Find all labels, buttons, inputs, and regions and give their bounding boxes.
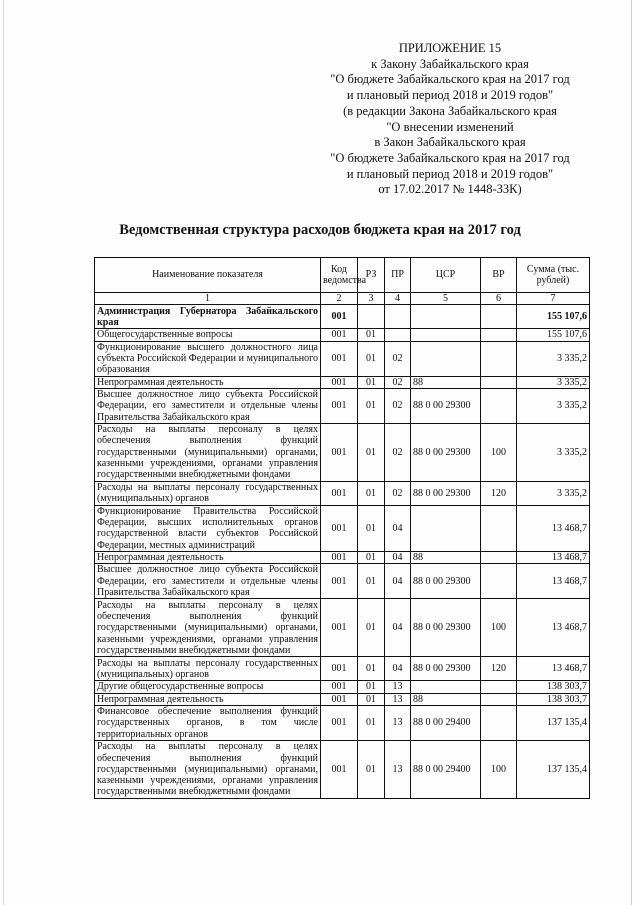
row-sum: 138 303,7: [517, 693, 590, 705]
row-name: Непрограммная деятельность: [95, 693, 321, 705]
row-department-code: 001: [321, 423, 358, 481]
row-name: Расходы на выплаты персоналу в целях обеспечения выполнения функций государственными (муниципальными) органами, казенными учреждениями, органами управления государственными внебюджетными фондами: [95, 423, 321, 481]
table-header-row: [95, 258, 590, 293]
table-body: [95, 305, 590, 799]
table-row: [95, 481, 590, 505]
row-sum: 137 135,4: [517, 705, 590, 740]
header-line: ПРИЛОЖЕНИЕ 15: [398, 41, 502, 55]
row-pr: 13: [385, 681, 411, 693]
row-csr: 88 0 00 29300: [411, 657, 481, 681]
row-department-code: 001: [321, 505, 358, 551]
row-vr: 100: [481, 599, 517, 657]
row-name: Расходы на выплаты персоналу государственных (муниципальных) органов: [95, 481, 321, 505]
row-vr: [481, 305, 517, 329]
row-name: Расходы на выплаты персоналу в целях обеспечения выполнения функций государственными (муниципальными) органами, казенными учреждениями, органами управления государственными внебюджетными фондами: [95, 599, 321, 657]
header-line: к Закону Забайкальского края: [371, 56, 529, 71]
row-pr: 02: [385, 341, 411, 376]
row-sum: 137 135,4: [517, 740, 590, 798]
table-row: [95, 329, 590, 341]
row-pr: 04: [385, 564, 411, 599]
row-sum: 13 468,7: [517, 564, 590, 599]
scan-edge-right: [631, 0, 632, 905]
row-csr: [411, 681, 481, 693]
table-row: [95, 341, 590, 376]
scan-edge-left: [3, 0, 4, 905]
row-pr: 13: [385, 705, 411, 740]
header-csr: ЦСР: [411, 258, 481, 293]
header-line: и плановый период 2018 и 2019 годов": [346, 88, 554, 103]
row-sum: 13 468,7: [517, 599, 590, 657]
row-vr: [481, 705, 517, 740]
row-sum: 3 335,2: [517, 376, 590, 388]
row-vr: 120: [481, 657, 517, 681]
table-row: [95, 505, 590, 551]
header-line: и плановый период 2018 и 2019 годов": [346, 166, 554, 181]
row-pr: 04: [385, 599, 411, 657]
row-name: Администрация Губернатора Забайкальского края: [95, 305, 321, 329]
row-rz: 01: [358, 552, 385, 564]
row-csr: 88: [411, 552, 481, 564]
header-line: "О бюджете Забайкальского края на 2017 год: [330, 150, 570, 165]
row-pr: 04: [385, 657, 411, 681]
row-vr: [481, 681, 517, 693]
row-sum: 138 303,7: [517, 681, 590, 693]
table-row: [95, 657, 590, 681]
row-name: Функционирование Правительства Российской Федерации, высших исполнительных органов государственной власти субъектов Российской Федерации, местных администраций: [95, 505, 321, 551]
row-name: Непрограммная деятельность: [95, 376, 321, 388]
table-row: [95, 681, 590, 693]
row-name: Высшее должностное лицо субъекта Российской Федерации, его заместители и отдельные члены Правительства Забайкальского края: [95, 564, 321, 599]
row-vr: [481, 552, 517, 564]
row-department-code: 001: [321, 693, 358, 705]
row-rz: [358, 305, 385, 329]
row-name: Расходы на выплаты персоналу в целях обеспечения выполнения функций государственными (муниципальными) органами, казенными учреждениями, органами управления государственными внебюджетными фондами: [95, 740, 321, 798]
column-number: 3: [358, 293, 385, 305]
column-number: 4: [385, 293, 411, 305]
row-csr: [411, 329, 481, 341]
document-title: Ведомственная структура расходов бюджета края на 2017 год: [119, 222, 521, 238]
row-vr: [481, 564, 517, 599]
row-sum: 13 468,7: [517, 552, 590, 564]
row-csr: 88: [411, 693, 481, 705]
row-sum: 3 335,2: [517, 341, 590, 376]
row-rz: 01: [358, 329, 385, 341]
row-name: Непрограммная деятельность: [95, 552, 321, 564]
header-vr: ВР: [481, 258, 517, 293]
row-name: Функционирование высшего должностного лица субъекта Российской Федерации и муниципального образования: [95, 341, 321, 376]
row-name: Финансовое обеспечение выполнения функций государственных органов, в том числе территориальных органов: [95, 705, 321, 740]
row-vr: 100: [481, 423, 517, 481]
row-department-code: 001: [321, 740, 358, 798]
row-department-code: 001: [321, 305, 358, 329]
row-department-code: 001: [321, 376, 358, 388]
row-vr: [481, 376, 517, 388]
column-number: 5: [411, 293, 481, 305]
row-csr: 88 0 00 29400: [411, 740, 481, 798]
row-rz: 01: [358, 705, 385, 740]
row-department-code: 001: [321, 564, 358, 599]
table-row: [95, 693, 590, 705]
row-rz: 01: [358, 423, 385, 481]
table-row: [95, 388, 590, 423]
row-sum: 3 335,2: [517, 388, 590, 423]
row-department-code: 001: [321, 341, 358, 376]
row-rz: 01: [358, 341, 385, 376]
row-pr: [385, 305, 411, 329]
row-vr: [481, 505, 517, 551]
row-rz: 01: [358, 388, 385, 423]
row-csr: [411, 341, 481, 376]
table-row: [95, 423, 590, 481]
row-name: Другие общегосударственные вопросы: [95, 681, 321, 693]
row-department-code: 001: [321, 552, 358, 564]
row-vr: [481, 329, 517, 341]
row-department-code: 001: [321, 329, 358, 341]
row-pr: 02: [385, 423, 411, 481]
row-vr: [481, 388, 517, 423]
table-row: [95, 564, 590, 599]
row-rz: 01: [358, 693, 385, 705]
row-name: Высшее должностное лицо субъекта Российской Федерации, его заместители и отдельные члены Правительства Забайкальского края: [95, 388, 321, 423]
row-name: Общегосударственные вопросы: [95, 329, 321, 341]
expenditure-table: [94, 257, 590, 799]
row-department-code: 001: [321, 657, 358, 681]
row-csr: [411, 305, 481, 329]
header-line: "О бюджете Забайкальского края на 2017 год: [330, 72, 570, 87]
header-pr: ПР: [385, 258, 411, 293]
row-department-code: 001: [321, 705, 358, 740]
row-sum: 3 335,2: [517, 481, 590, 505]
row-pr: [385, 329, 411, 341]
row-rz: 01: [358, 681, 385, 693]
row-sum: 13 468,7: [517, 505, 590, 551]
row-vr: 100: [481, 740, 517, 798]
row-csr: 88 0 00 29400: [411, 705, 481, 740]
row-department-code: 001: [321, 388, 358, 423]
row-pr: 13: [385, 693, 411, 705]
row-department-code: 001: [321, 681, 358, 693]
row-rz: 01: [358, 657, 385, 681]
row-rz: 01: [358, 376, 385, 388]
header-rz: РЗ: [358, 258, 385, 293]
row-csr: 88 0 00 29300: [411, 481, 481, 505]
row-department-code: 001: [321, 599, 358, 657]
column-number: 6: [481, 293, 517, 305]
row-department-code: 001: [321, 481, 358, 505]
row-rz: 01: [358, 740, 385, 798]
header-sum: Сумма (тыс. рублей): [517, 258, 590, 293]
row-csr: 88 0 00 29300: [411, 564, 481, 599]
column-number: 1: [95, 293, 321, 305]
row-csr: [411, 505, 481, 551]
row-pr: 02: [385, 481, 411, 505]
table-row: [95, 740, 590, 798]
header-code: Код ведомства: [321, 258, 358, 293]
column-number: 2: [321, 293, 358, 305]
row-rz: 01: [358, 481, 385, 505]
header-name: Наименование показателя: [95, 258, 321, 293]
row-csr: 88 0 00 29300: [411, 599, 481, 657]
row-rz: 01: [358, 505, 385, 551]
row-pr: 13: [385, 740, 411, 798]
row-pr: 04: [385, 505, 411, 551]
column-number: 7: [517, 293, 590, 305]
row-pr: 02: [385, 376, 411, 388]
row-pr: 02: [385, 388, 411, 423]
row-sum: 13 468,7: [517, 657, 590, 681]
appendix-header: [300, 41, 600, 198]
table-row: [95, 705, 590, 740]
table-row: [95, 552, 590, 564]
row-csr: 88: [411, 376, 481, 388]
table-row: [95, 376, 590, 388]
header-line: в Закон Забайкальского края: [374, 135, 526, 150]
header-line: "О внесении изменений: [386, 119, 514, 134]
row-pr: 04: [385, 552, 411, 564]
row-vr: [481, 693, 517, 705]
row-rz: 01: [358, 564, 385, 599]
row-vr: [481, 341, 517, 376]
row-sum: 155 107,6: [517, 329, 590, 341]
row-sum: 155 107,6: [517, 305, 590, 329]
row-sum: 3 335,2: [517, 423, 590, 481]
row-vr: 120: [481, 481, 517, 505]
header-line: (в редакции Закона Забайкальского края: [343, 103, 557, 118]
row-rz: 01: [358, 599, 385, 657]
row-name: Расходы на выплаты персоналу государственных (муниципальных) органов: [95, 657, 321, 681]
row-csr: 88 0 00 29300: [411, 423, 481, 481]
table-row: [95, 305, 590, 329]
table-column-numbers-row: [95, 293, 590, 305]
row-csr: 88 0 00 29300: [411, 388, 481, 423]
header-line: от 17.02.2017 № 1448-ЗЗК): [378, 182, 522, 197]
table-row: [95, 599, 590, 657]
